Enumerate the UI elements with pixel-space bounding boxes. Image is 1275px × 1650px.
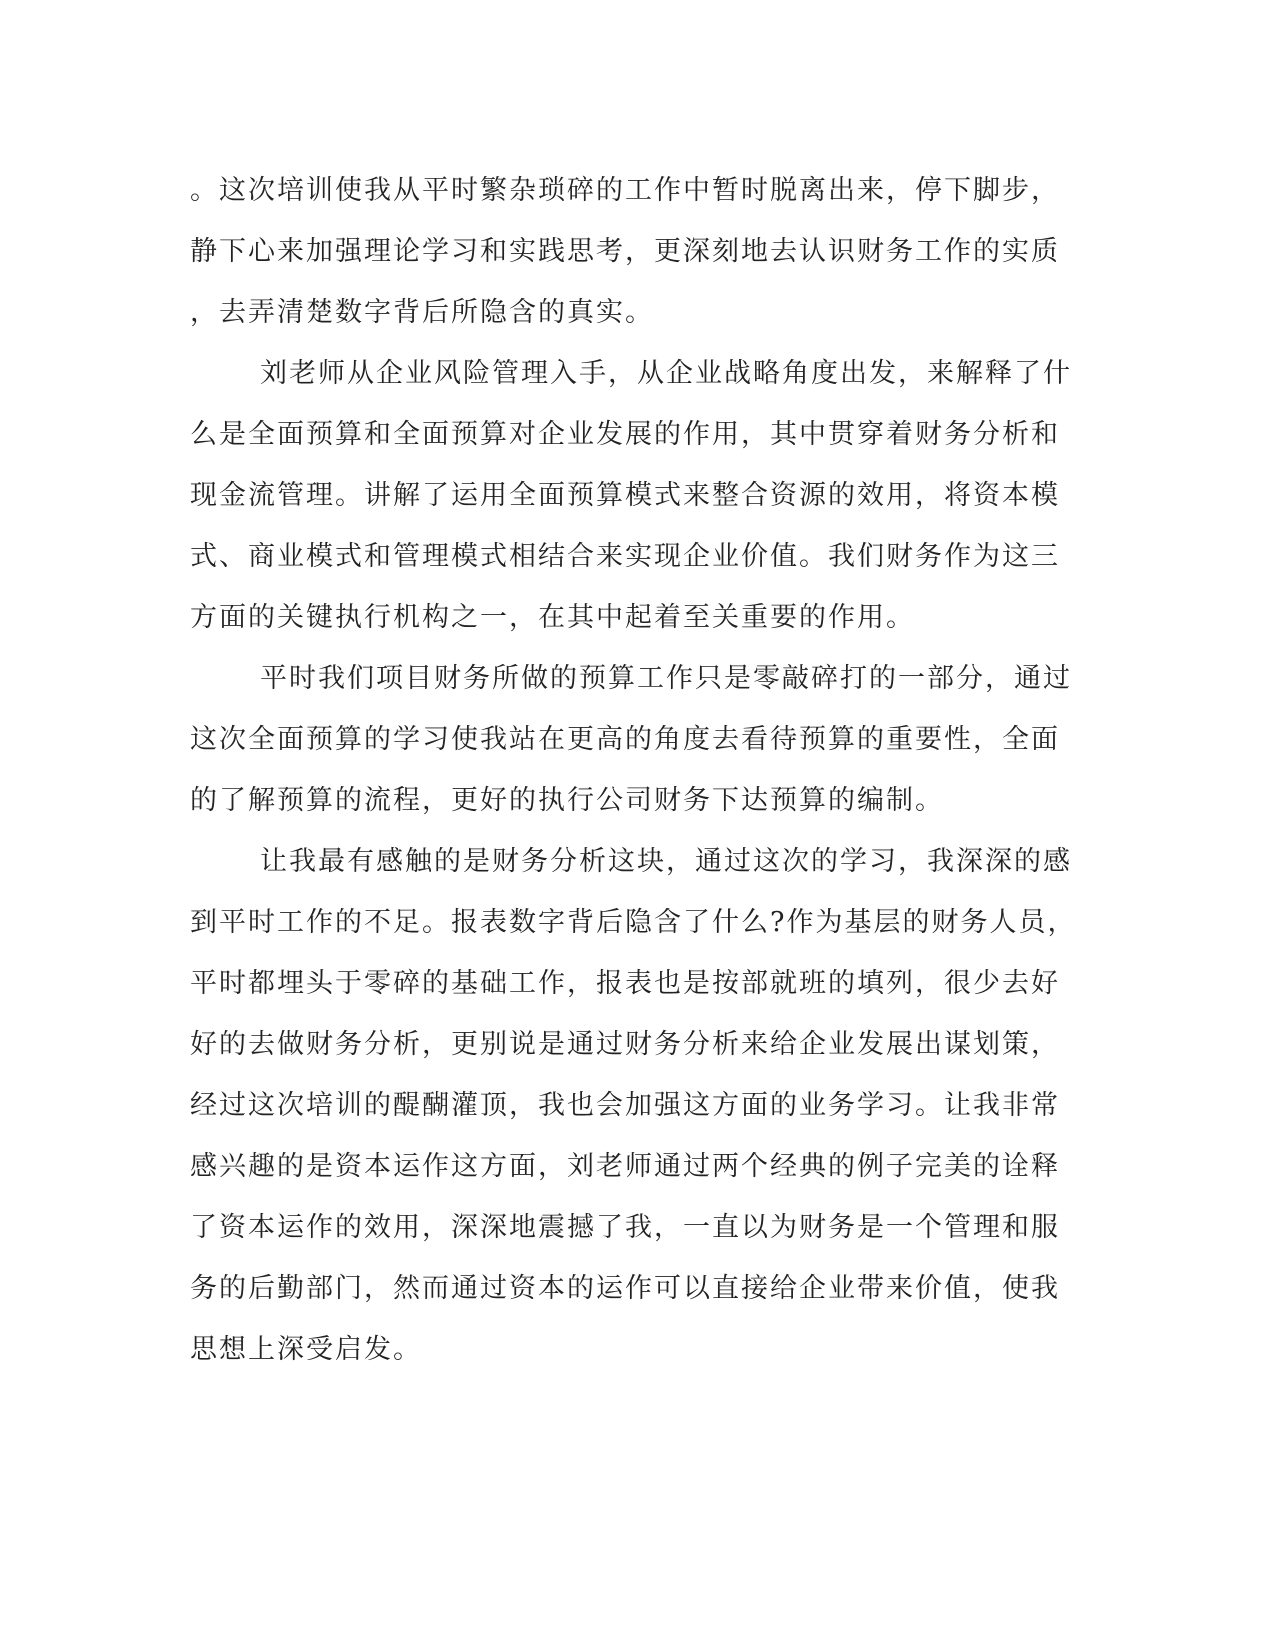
paragraph-line: 的了解预算的流程，更好的执行公司财务下达预算的编制。	[190, 785, 944, 816]
document-body	[190, 160, 1080, 1380]
paragraph-line: 式、商业模式和管理模式相结合来实现企业价值。我们财务作为这三	[190, 541, 1060, 572]
paragraph-line: 静下心来加强理论学习和实践思考，更深刻地去认识财务工作的实质	[190, 236, 1060, 267]
paragraph-line: 方面的关键执行机构之一，在其中起着至关重要的作用。	[190, 602, 915, 633]
paragraph-line: 平时都埋头于零碎的基础工作，报表也是按部就班的填列，很少去好	[190, 968, 1060, 999]
paragraph-line: 现金流管理。讲解了运用全面预算模式来整合资源的效用，将资本模	[190, 480, 1060, 511]
paragraph-line: 让我最有感触的是财务分析这块，通过这次的学习，我深深的感	[260, 846, 1072, 877]
paragraph-line: 了资本运作的效用，深深地震撼了我，一直以为财务是一个管理和服	[190, 1212, 1060, 1243]
paragraph-line: 好的去做财务分析，更别说是通过财务分析来给企业发展出谋划策，	[190, 1029, 1060, 1060]
paragraph-line: 务的后勤部门，然而通过资本的运作可以直接给企业带来价值，使我	[190, 1273, 1060, 1304]
paragraph-line: 平时我们项目财务所做的预算工作只是零敲碎打的一部分，通过	[260, 663, 1072, 694]
paragraph-line: 。这次培训使我从平时繁杂琐碎的工作中暂时脱离出来，停下脚步，	[190, 175, 1060, 206]
paragraph-line: 感兴趣的是资本运作这方面，刘老师通过两个经典的例子完美的诠释	[190, 1151, 1060, 1182]
paragraph-line: 思想上深受启发。	[190, 1334, 422, 1365]
paragraph-line: ，去弄清楚数字背后所隐含的真实。	[190, 297, 654, 328]
paragraph-line: 这次全面预算的学习使我站在更高的角度去看待预算的重要性，全面	[190, 724, 1060, 755]
paragraph-line: 么是全面预算和全面预算对企业发展的作用，其中贯穿着财务分析和	[190, 419, 1060, 450]
paragraph-line: 经过这次培训的醍醐灌顶，我也会加强这方面的业务学习。让我非常	[190, 1090, 1060, 1121]
paragraph-line: 到平时工作的不足。报表数字背后隐含了什么?作为基层的财务人员，	[190, 907, 1077, 938]
paragraph-line: 刘老师从企业风险管理入手，从企业战略角度出发，来解释了什	[260, 358, 1072, 389]
